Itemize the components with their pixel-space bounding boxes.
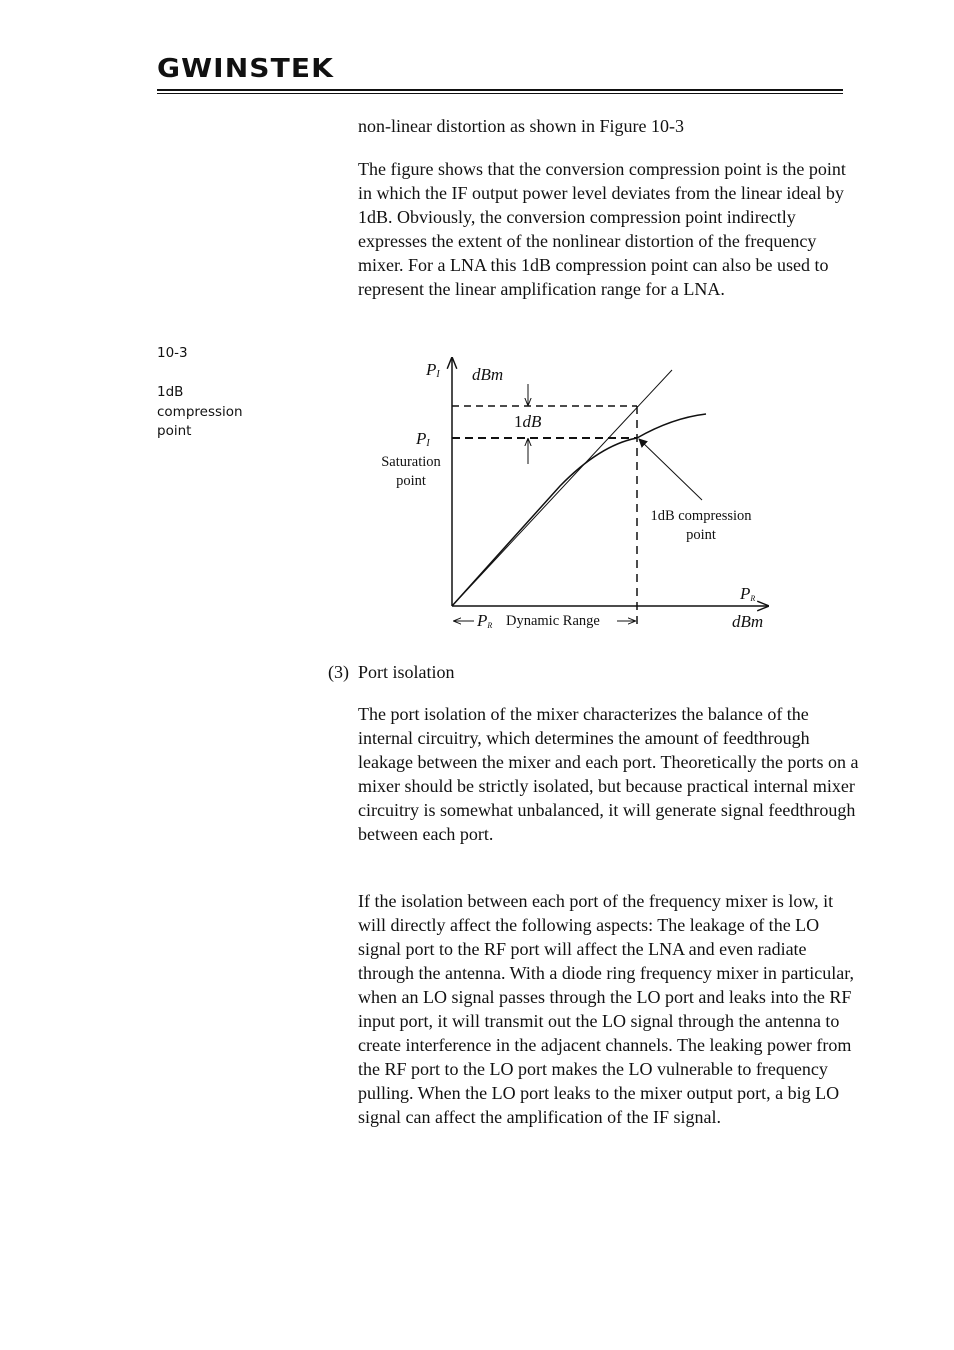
section-title: Port isolation xyxy=(358,662,455,682)
range-symbol: PR xyxy=(477,611,493,630)
compression-label-line1: 1dB compression xyxy=(650,508,752,524)
gap-label: 1dB xyxy=(514,412,542,431)
saturation-label-line2: point xyxy=(396,473,426,489)
p1-label: PI xyxy=(416,429,430,449)
section-number: (3) xyxy=(328,662,349,682)
saturation-label-line1: Saturation xyxy=(381,454,441,470)
x-axis-unit: dBm xyxy=(732,612,764,631)
compression-paragraph: The figure shows that the conversion compression point is the point in which the IF output power level deviates from the linear ideal by 1dB. Obviously, the conversion compression point indirectly expresses the extent of the nonlinear distortion of the frequency mixer. For a LNA this 1dB compression point can also be used to represent the linear amplification range for a LNA. xyxy=(358,159,846,299)
section-heading xyxy=(328,660,455,684)
y-axis-unit: dBm xyxy=(472,365,504,384)
isolation-paragraph-1: The port isolation of the mixer characterizes the balance of the internal circuitry, which determines the amount of feedthrough leakage between the mixer and each port. Theoretically the ports on a mixer should be strictly isolated, but because practical internal mixer circuitry is somewhat unbalanced, it will generate signal feedthrough between each port. xyxy=(358,704,859,844)
compression-pointer-arrow xyxy=(639,439,702,500)
isolation-paragraph-2: If the isolation between each port of the frequency mixer is low, it will directly affect the following aspects: The leakage of the LO signal port to the RF port will affect the LNA and even radiate through the antenna. With a diode ring frequency mixer in particular, when an LO signal passes through the LO port and leaks into the RF input port, it will transmit out the LO signal through the antenna to create interference in the adjacent channels. The leaking power from the RF port to the LO port makes the LO vulnerable to frequency pulling. When the LO port leaks to the mixer output port, a big LO signal can affect the amplification of the IF signal. xyxy=(358,891,855,1127)
compression-label-line2: point xyxy=(686,527,716,543)
figure-caption: 1dB compression point xyxy=(157,384,243,439)
intro-paragraph-tail: non-linear distortion as shown in Figure 10-3 xyxy=(358,116,684,136)
figure-number: 10-3 xyxy=(157,345,188,361)
y-axis-label: PI xyxy=(426,360,440,380)
dynamic-range-label: Dynamic Range xyxy=(506,613,600,629)
gwinstek-logo: GWINSTEK xyxy=(157,54,334,84)
x-axis-label: PR xyxy=(740,584,756,603)
